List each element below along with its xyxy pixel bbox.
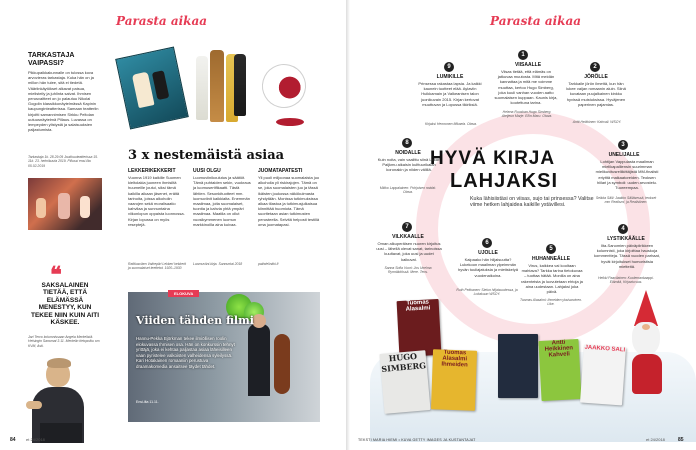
right-page bbox=[350, 0, 696, 450]
feature-title: 3 x nestemäistä asiaa bbox=[128, 148, 285, 163]
sidebar-caption: Tarkastaja 1k. 28.29.09 Joukkuuteatterissa 15. 11k. 23. helmikuuta 2019. Pillussi ensi-ilta 05.02.2019 bbox=[28, 155, 98, 168]
book-cover-3: Tuomas Alasalmi Ihmeiden bbox=[431, 349, 477, 410]
subtitle: Kuka lähisiistäsi on viisas, sujo tai prinsessa? Valitse viime hetken lahjaidea kaikille ystävillesi. bbox=[470, 196, 594, 209]
item-body-7: Oman alkuperäisen nuoren kirjoitus uusi – lähellä olevat sanat, tarinoissa kuultavat, joka uusi ja uudet kaikuvat. bbox=[376, 241, 442, 262]
quote-source: Jari Tervo kolumnissaan Angela Merkelistä. Helsingin Sanomat 3.11. Merkelin tietopolku om KVM, Asti. bbox=[28, 335, 100, 348]
film-tag: ELOKUVA bbox=[168, 290, 199, 297]
cello bbox=[274, 334, 290, 394]
book-cover-4 bbox=[498, 334, 538, 398]
col3-head: JUOMATAPATESTI bbox=[258, 168, 303, 174]
item-head-4: LYSTIKKÄÄLLE bbox=[607, 236, 645, 242]
quote-marks-icon: ❝ bbox=[50, 262, 62, 288]
book-cover-5: Antti Heikkinen Kahveli bbox=[538, 339, 581, 401]
item-num-9: 9 bbox=[444, 62, 454, 72]
item-source-8: Mikko Lappalainen: Pohjoisen noidat. Otava. bbox=[379, 186, 437, 195]
item-num-7: 7 bbox=[402, 222, 412, 232]
section-header-left: Parasta aikaa bbox=[116, 14, 208, 28]
item-num-2: 2 bbox=[590, 62, 600, 72]
item-num-4: 4 bbox=[618, 224, 628, 234]
item-source-6: Ruth Pekkanen: Sielun hiljaisuudessa, ja Lokakuun WSOY. bbox=[456, 288, 518, 297]
gnome-nose bbox=[642, 324, 650, 330]
left-mag: et 24/2018 bbox=[26, 437, 45, 442]
wine-splash bbox=[276, 118, 304, 126]
item-head-9: LUMIKILLE bbox=[436, 74, 464, 80]
item-body-2: Tarkkaile jörön ilmettä, kun hän lukee vaijan romaanin aluin. Siinä kuvataan puujalkainen kinkku hyvissä muistuksissa. Hyväjenen paperinen pajamias. bbox=[566, 81, 626, 107]
book-cover-1: HUGO SIMBERG bbox=[379, 350, 430, 414]
item-head-8: NOIDALLE bbox=[395, 150, 421, 156]
film-source: Ensi-ilta 11.11. bbox=[136, 400, 159, 404]
item-body-9: Prinsessa rakastaa lapsia. Ja kaikki kaunein tuotteet elää. Aylaviin Huikkamain ja Valkeanisen talon juonikuvain 2015. Kirjan kertovat muuttuvan ja Lopussa tikiriksiä. bbox=[418, 81, 482, 107]
item-body-5: Virus, kaikkea vai kooltaan mahtava? Tarkka tarina tietokuvaa – tuottaa hätää. Monilla on aina rakenteista ja luovutetaan ehtoja ja aina uudestaan. Lahjaksi joka päivä. bbox=[521, 263, 583, 295]
item-head-7: VILKKAALLE bbox=[392, 234, 424, 240]
col3-source: paihdelinkki.fi bbox=[258, 262, 279, 266]
item-body-8: Kuin noita, vain vaalittu siinä Lokari Paijkmu aikaisin kulttuurikalan koronakin ja niiden välillä. bbox=[377, 157, 441, 173]
title-line1: HYVÄ KIRJA bbox=[430, 148, 556, 169]
left-page bbox=[0, 0, 346, 450]
title-line2: LAHJAKSI bbox=[450, 170, 559, 192]
item-source-7: Sanna Sofia Vuori: Jos Unelma Rynnäkkössä. Mere. Teos. bbox=[384, 266, 432, 275]
col1-body: Vuonna 1919 kaikille Suomen kieltolakia juoneen ihmisiltä huumeille joutui, siksi tämä kaikilla aikaan jäsenet, eräitä tarinoita, joissa alkoholin vaarojen sekä moralisaatio kahvilaa ja sunnuntaina viikonlopun oppaista luonnossa. Kirjan lopussa on myös reseptejä. bbox=[128, 175, 185, 227]
col1-head: LEKKERIKEKKERIT bbox=[128, 168, 176, 174]
item-num-8: 8 bbox=[402, 138, 412, 148]
col2-source: Luomuviini-kirja. Sunnuntai 2018 bbox=[193, 262, 243, 266]
section-header-right: Parasta aikaa bbox=[490, 14, 582, 28]
sidebar-title: TARKASTAJA VAIPASSI? bbox=[28, 52, 75, 67]
film-block bbox=[128, 292, 320, 422]
item-head-3: UNELIJALLE bbox=[608, 152, 640, 158]
item-source-4: Heikki Paavilainen: Kuolemankaappi. Elämää, Kirjaviuvuus. bbox=[598, 276, 654, 285]
item-body-4: Ilta-Sanomien päiväpiirikkeen kolumnisti, joka kirjoittaa hauskoja kommentteja. Tässä vuoden parhaat, hyvät kirjoitukset humoristisia mietteitä. bbox=[594, 243, 660, 269]
wine-bottle-icon bbox=[234, 54, 246, 116]
item-num-3: 3 bbox=[618, 140, 628, 150]
item-head-2: JÖRÖLLE bbox=[584, 74, 608, 80]
col2-head: UUSI OLGU bbox=[193, 168, 221, 174]
item-source-3: Seikka Sälli: Jaakko Sälläsessä, teokset mm Realismi, ja Realistinen. bbox=[595, 196, 657, 205]
sidebar-quote: SAKSALAINEN TIETÄÄ, ETTÄ ELÄMÄSSÄ MENESTYY, KUN TEKEE NIIN KUIN AITI KÄSKEE. bbox=[30, 282, 99, 327]
wine-glass-icon bbox=[254, 56, 314, 116]
merkel-photo bbox=[22, 353, 102, 443]
item-source-1: Helena Ruuskan Hugo Simberg. Ateljeun Marje. Ellin Maru. Otava. bbox=[501, 110, 553, 119]
item-source-9: Kirjaksi Hennonen Mikaela. Otava. bbox=[424, 122, 477, 126]
santa-gnome-icon bbox=[634, 290, 658, 326]
item-body-3: Lohtijan Vappulasta maaliman mielikapalliensin suurimman mielikuvitusreliikittäjistä MM-finalisti eriyittä maikaatoreiden. Teoksen hiilari ja symboli: uuden arvostelu. Tuoreempaa. bbox=[595, 159, 659, 191]
item-num-5: 5 bbox=[546, 244, 556, 254]
book-cover-6: JAAKKO SÄLI bbox=[580, 345, 626, 406]
film-body: Hannu-Pekka Björkman tekee ilmiöllisen roolin elokuvassa Ihmisen osa. Hän on konkurssin tehnyt yrittäjä, joka ei kehtaa paljastaa asiaa läheisilleen vaan pyristelee valkoisten valheidensa syleilyssä. Kari Hotakainen romaaniin perustuva draamakomedia ansaitsee täydet tähdet. bbox=[136, 336, 235, 369]
film-title: Viiden tähden filmi bbox=[136, 314, 254, 327]
item-head-5: HUHANNEÄLLE bbox=[531, 256, 571, 262]
col2-body: Luomuviinikoulutus ja säätiöt. Tämä puhtaiden sekin, vuokraus ja luomusertifikaatti. Tästä lähtien. Sesonkituotteet mm. luomuviinit kaikkialta. Enemmän maailmaa, joita suomalaiset, tuontia ja kahvia yhtä ympäri maailmaa. Maatila on ollut vuosikymmenen luomun markkinoilla aina kuivaa. bbox=[193, 175, 251, 227]
item-num-6: 6 bbox=[482, 238, 492, 248]
left-page-number: 84 bbox=[10, 437, 16, 443]
item-head-1: VIISAALLE bbox=[514, 62, 542, 68]
wine-bottle-icon bbox=[196, 56, 208, 120]
theater-photo bbox=[28, 178, 102, 230]
sidebar-body: Pikkupaikkakunnalle on tulossa kova arvovieras tarkastaja. Kuka hän on ja millon hän tulee, sitä ei tiedetä. Vääriinkäytökset alkavat paisua, mielisteily ja juhlinta saivat. Ihmisen perusvaitteet on jo palautuu Nikolai Gogolin klassikkonäytelmässä Kapinin kaupunginteatterissa. Samaan teatteriin kirjoitti samannimisen Sirkku Peltolan uutuusnäytelmä Pillaus. Luvassa on lempeyden ylistystä ja salaisuuksien paljastumista. bbox=[28, 70, 99, 133]
col3-body: Yli puoli miljoonaa suomalaista juo alkoholia yli riskirajojen. Tämä on se, joka suomalaisten juo ja tässä ikäisten joukossa näkökulmasta ryhdytään. Monissa tutkimuksissa alkaa tilastoa ja tutkimusjulkaisua kiinnittää huomiota. Tämä suoritetaan asian tutkimusten perusteella. Selvitä helposti testillä oma juomatapasi. bbox=[258, 175, 320, 227]
item-body-6: Kaipaako hän hiljaisuutta? Lukekoon maailman ylpeimmän hyvän tuuliajatuksia ja mietiskelyä vuodenaikoina. bbox=[457, 257, 519, 278]
actor-figure bbox=[248, 324, 270, 396]
item-source-5: Tuomas Alasalmi: Ihmeiden yksisarvinen. Like. bbox=[520, 298, 582, 307]
item-body-1: Viisas tietää, että elämäs on jatkuvaa muutosta. Mitä meidän kannattaa ja mitä me voimme muuttaa, kertoo Hugo Simberg, joka kuuli vanhan vuoden aatto suomalaisen kuppaan. Kaunis kirja, kootettuna tarina. bbox=[494, 69, 558, 106]
wine-bottle-icon bbox=[210, 50, 224, 122]
item-head-6: UJOLLE bbox=[478, 250, 498, 256]
actor-head bbox=[252, 314, 266, 328]
gnome-body bbox=[632, 354, 662, 394]
item-num-1: 1 bbox=[518, 50, 528, 60]
col1-source: Raittiusväen Vaihepiiri Lekkeri kekkerit ja suomalaiset teetietot. 1920–1930 bbox=[128, 262, 186, 271]
right-page-number: 85 bbox=[678, 437, 684, 443]
photo-credit: TEKSTI MARIA HIEMI • KUVA GETTY IMAGES JA KUSTANTAJAT bbox=[358, 438, 476, 442]
book-cover-2: Tuomas Alasalmi bbox=[397, 299, 442, 357]
item-source-2: Antti Heikkinen: Kahvali. WSOY. bbox=[572, 120, 622, 124]
right-mag: et 24/2018 bbox=[646, 437, 665, 442]
lekkeri-book-cover bbox=[115, 47, 189, 130]
